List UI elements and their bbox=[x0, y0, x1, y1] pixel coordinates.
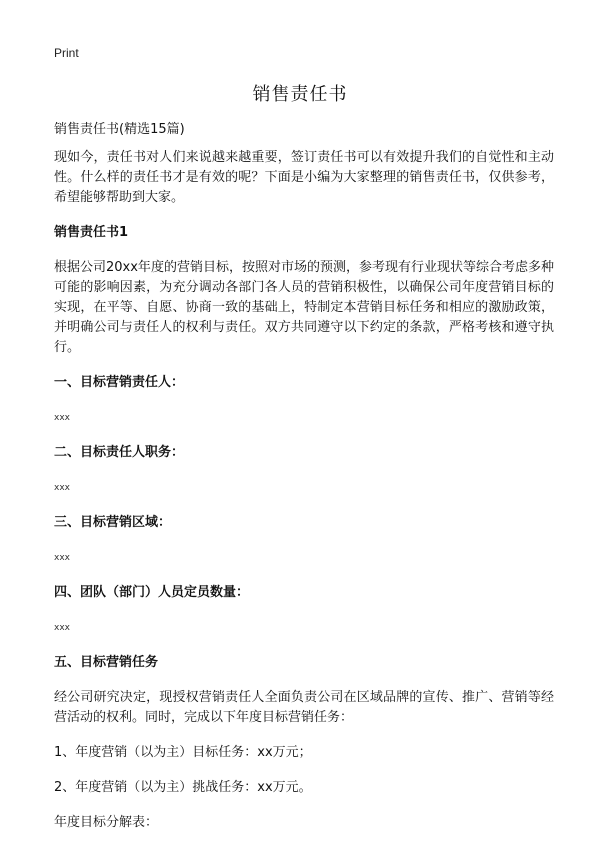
item-heading-4: 四、团队（部门）人员定员数量： bbox=[54, 585, 250, 600]
page-title: 销售责任书 bbox=[252, 84, 348, 105]
section-paragraph: 根据公司20xx年度的营销目标，按照对市场的预测，参考现有行业现状等综合考虑多种可能的影响因素，为充分调动各部门各人员的营销积极性，以确保公司年度营销目标的实现，在平等、自愿、协商一致的基础上，特制定本营销目标任务和相应的激励政策，并明确公司与责任人的权利与责任。双方共同遵守以下约定的条款，严格考核和遵守执行。 bbox=[54, 260, 554, 355]
item-value-1: xxx bbox=[54, 413, 70, 423]
item-value-4: xxx bbox=[54, 623, 70, 633]
breakdown-label: 年度目标分解表： bbox=[54, 815, 159, 830]
intro-paragraph: 现如今，责任书对人们来说越来越重要，签订责任书可以有效提升我们的自觉性和主动性。什么样的责任书才是有效的呢？下面是小编为大家整理的销售责任书，仅供参考，希望能够帮助到大家。 bbox=[54, 150, 554, 205]
print-link[interactable]: Print bbox=[54, 46, 79, 60]
task-paragraph: 经公司研究决定，现授权营销责任人全面负责公司在区域品牌的宣传、推广、营销等经营活动的权利。同时，完成以下年度目标营销任务： bbox=[54, 690, 554, 725]
document-body bbox=[54, 120, 554, 848]
task-line-2: 2、年度营销（以为主）挑战任务：xx万元。 bbox=[54, 780, 312, 795]
task-heading: 五、目标营销任务 bbox=[54, 655, 159, 670]
section-heading: 销售责任书1 bbox=[54, 225, 129, 240]
item-heading-2: 二、目标责任人职务： bbox=[54, 445, 185, 460]
document-subtitle: 销售责任书(精选15篇) bbox=[54, 122, 185, 137]
item-heading-3: 三、目标营销区域： bbox=[54, 515, 172, 530]
item-heading-1: 一、目标营销责任人： bbox=[54, 375, 185, 390]
task-line-1: 1、年度营销（以为主）目标任务：xx万元； bbox=[54, 745, 312, 760]
item-value-3: xxx bbox=[54, 553, 70, 563]
item-value-2: xxx bbox=[54, 483, 70, 493]
